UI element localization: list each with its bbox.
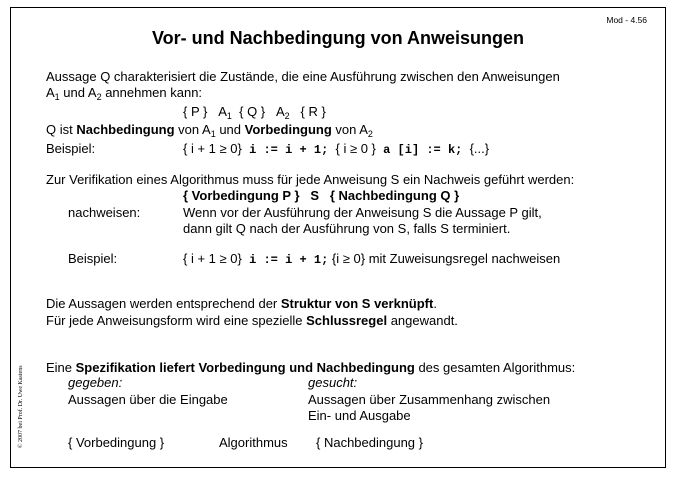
verification-triple: { Vorbedingung P } S { Nachbedingung Q }	[183, 188, 460, 203]
given-label: gegeben:	[68, 375, 123, 390]
example1-label: Beispiel:	[46, 141, 96, 156]
example1-cond2: { i ≥ 0 }	[335, 141, 376, 156]
rule-text-a: Für jede Anweisungsform wird eine spezielle	[46, 313, 307, 328]
structure-term: Struktur von S verknüpft	[280, 296, 434, 311]
formula-r: { R }	[300, 104, 326, 119]
page-number: Mod - 4.56	[606, 15, 647, 25]
formula-p: { P }	[183, 104, 208, 119]
verify-text-1: Wenn vor der Ausführung der Anweisung S die Aussage P gilt,	[183, 205, 542, 220]
structure-text-a: Die Aussagen werden entsprechend der	[46, 296, 281, 311]
q-text-4: von A	[331, 122, 368, 137]
hoare-formula	[183, 104, 326, 120]
a1-subscript: 1	[54, 92, 60, 102]
vorbedingung-term: Vorbedingung	[244, 122, 332, 137]
structure-line	[46, 296, 437, 312]
slide	[10, 7, 666, 468]
algorithm-label: Algorithmus	[219, 435, 288, 450]
intro-line-2	[46, 85, 202, 101]
intro-line-1: Aussage Q charakterisiert die Zustände, die eine Ausführung zwischen den Anweisungen	[46, 69, 560, 84]
q-text-1: Q ist	[46, 122, 77, 137]
q-sub-2: 2	[367, 129, 373, 139]
example1-content	[183, 141, 489, 158]
a2-label: A	[87, 85, 97, 100]
formula-a1: A	[218, 104, 227, 119]
formula-q: { Q }	[239, 104, 266, 119]
q-sub-1: 1	[210, 129, 216, 139]
spec-term: Spezifikation liefert Vorbedingung und Nachbedingung	[75, 360, 415, 375]
formula-a1-sub: 1	[226, 111, 232, 121]
verify-label: nachweisen:	[68, 205, 141, 220]
q-text-3: und	[215, 122, 245, 137]
example1-code2: a [i] := k;	[383, 143, 463, 157]
example2-content	[183, 251, 560, 268]
example2-cond1: { i + 1 ≥ 0}	[183, 251, 242, 266]
a2-subscript: 2	[96, 92, 102, 102]
spec-text-a: Eine	[46, 360, 76, 375]
post-condition: { Nachbedingung }	[316, 435, 423, 450]
nachbedingung-term: Nachbedingung	[76, 122, 175, 137]
sought-text-2: Ein- und Ausgabe	[308, 408, 411, 423]
structure-text-c: .	[433, 296, 437, 311]
example1-code1: i := i + 1;	[249, 143, 329, 157]
verification-line: Zur Verifikation eines Algorithmus muss für jede Anweisung S ein Nachweis geführt werden:	[46, 172, 575, 187]
rule-text-c: angewandt.	[387, 313, 458, 328]
example1-cond1: { i + 1 ≥ 0}	[183, 141, 242, 156]
and-text: und	[59, 85, 88, 100]
copyright-note: © 2007 bei Prof. Dr. Uwe Kastens	[18, 365, 24, 448]
spec-text-c: des gesamten Algorithmus:	[414, 360, 576, 375]
sought-label: gesucht:	[308, 375, 358, 390]
example1-cond3: {...}	[469, 141, 490, 156]
intro-rest: annehmen kann:	[101, 85, 203, 100]
spec-line	[46, 360, 575, 376]
page-title: Vor- und Nachbedingung von Anweisungen	[152, 28, 524, 48]
pre-condition: { Vorbedingung }	[68, 435, 165, 450]
a1-label: A	[46, 85, 55, 100]
given-text: Aussagen über die Eingabe	[68, 392, 228, 407]
q-definition	[46, 122, 373, 138]
example2-cond2: {i ≥ 0}	[331, 251, 366, 266]
example2-label: Beispiel:	[68, 251, 118, 266]
rule-term: Schlussregel	[306, 313, 388, 328]
q-text-2: von A	[174, 122, 211, 137]
verify-text-2: dann gilt Q nach der Ausführung von S, falls S terminiert.	[183, 221, 511, 236]
formula-a2: A	[275, 104, 285, 119]
example2-rest: mit Zuweisungsregel nachweisen	[368, 251, 561, 266]
sought-text-1: Aussagen über Zusammenhang zwischen	[308, 392, 551, 407]
example2-code: i := i + 1;	[249, 253, 329, 267]
formula-a2-sub: 2	[284, 111, 290, 121]
rule-line	[46, 313, 458, 329]
